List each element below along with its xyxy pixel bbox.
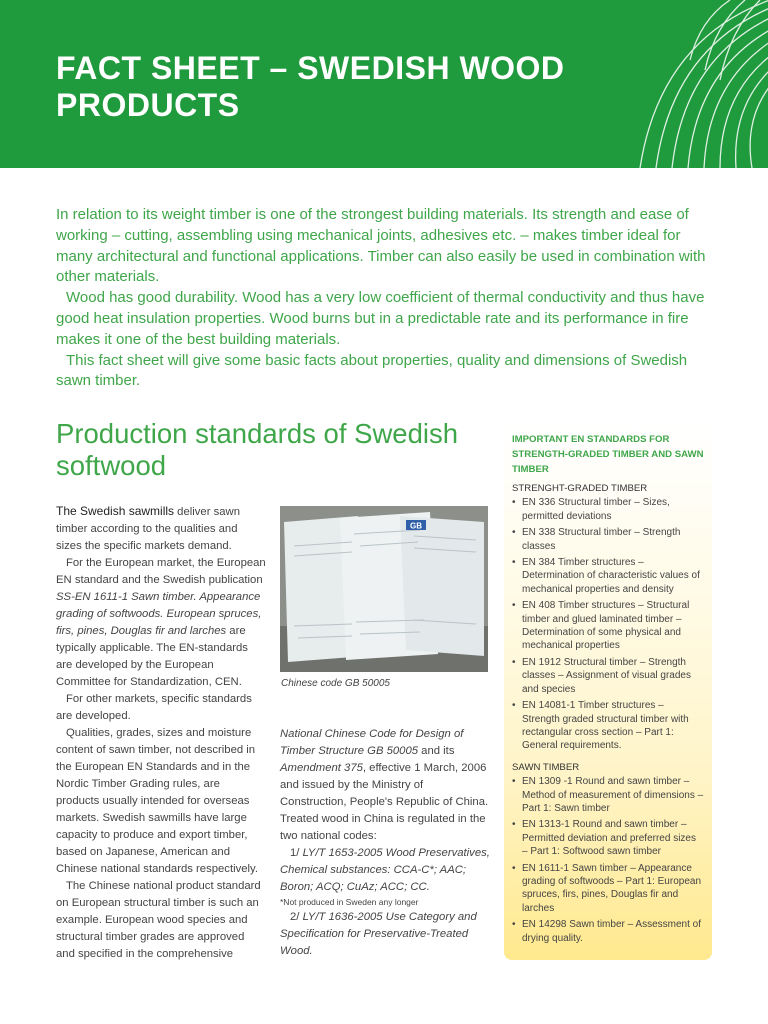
paragraph-sawmills [56,503,266,555]
sidebar-list-strength-graded [512,496,704,752]
lead-text: The Swedish sawmills [56,504,175,518]
paragraph-chinese-standard: The Chinese national product standard on European structural timber is such an example. European wood species and structural timber grades are approved and specified in the comprehensive [56,880,261,960]
list-item: • EN 336 Structural timber – Sizes, permitted deviations [512,496,704,523]
photo-caption: Chinese code GB 50005 [281,678,390,689]
intro-paragraph-3: This fact sheet will give some basic facts about properties, quality and dimensions of Swedish sawn timber. [56,351,688,390]
header-banner [0,0,768,168]
paragraph-code-2 [280,909,492,960]
page-title-line-1: FACT SHEET – SWEDISH WOOD [56,50,565,86]
paragraph-chinese-code [280,726,492,845]
body-column-left [56,503,266,963]
paragraph-text: deliver sawn timber according to the qualities and sizes the specific markets demand. [56,506,240,552]
gb-logo-badge: GB [410,521,422,531]
list-number: 1/ [290,847,303,859]
footnote: *Not produced in Sweden any longer [280,897,419,907]
body-column-middle [280,726,492,960]
list-number: 2/ [290,911,303,923]
paragraph-text: and its [418,745,455,757]
paragraph-text: , effective 1 March, 2006 and issued by the Ministry of Construction, People's Republic of China. Treated wood in China is regulated in the two national codes: [280,762,489,842]
standard-reference: National Chinese Code for Design of Timber Structure GB 50005 [280,728,464,757]
paragraph-text: are typically applicable. The EN-standards are developed by the European Committee for Standardization, CEN. [56,625,248,688]
list-item: • EN 1611-1 Sawn timber – Appearance grading of softwoods – Part 1: European spruces, firs, pines, Douglas fir and larches [512,862,704,916]
sidebar-heading: IMPORTANT EN STANDARDS FOR STRENGTH-GRADED TIMBER AND SAWN TIMBER [512,434,704,475]
list-item: • EN 14081-1 Timber structures – Strength graded structural timber with rectangular cross section – Part 1: General requirements. [512,699,704,753]
page-title [56,50,656,124]
standard-reference: LY/T 1653-2005 Wood Preservatives, Chemical substances: CCA-C*; AAC; Boron; ACQ; CuAz; ACC; CC. [280,847,490,893]
chinese-code-photo [280,506,488,672]
sidebar-group-title-strength-graded: STRENGHT-GRADED TIMBER [512,483,648,494]
list-item: • EN 408 Timber structures – Structural timber and glued laminated timber – Determination of some physical and mechanical properties [512,599,704,653]
standard-reference: SS-EN 1611-1 Sawn timber. Appearance grading of softwoods. European spruces, firs, pines, Douglas fir and larches [56,591,262,637]
list-item: • EN 14298 Sawn timber – Assessment of drying quality. [512,918,704,945]
paragraph-qualities: Qualities, grades, sizes and moisture content of sawn timber, not described in the European EN Standards and in the Nordic Timber Grading rules, are products usually intended for overseas markets. Swedish sawmills have large capacity to produce and export timber, based on Japanese, American and Chinese national standards respectively. [56,727,258,875]
paragraph-other-markets: For other markets, specific standards are developed. [56,693,252,722]
sidebar-group-title-sawn-timber: SAWN TIMBER [512,761,580,773]
standard-reference: LY/T 1636-2005 Use Category and Specification for Preservative-Treated Wood. [280,911,477,957]
list-item: • EN 1309 -1 Round and sawn timber – Method of measurement of dimensions – Part 1: Sawn timber [512,775,704,815]
sidebar-list-sawn-timber [512,775,704,945]
standards-sidebar [504,426,712,960]
list-item: • EN 1912 Structural timber – Strength classes – Assignment of visual grades and species [512,656,704,696]
page-title-line-2: PRODUCTS [56,87,240,123]
paragraph-european-market [56,555,266,691]
section-title: Production standards of Swedish softwood [56,418,459,481]
paragraph-code-1 [280,845,492,896]
standard-reference: Amendment 375 [280,762,363,774]
intro-paragraph-1: In relation to its weight timber is one of the strongest building materials. Its strength and ease of working – cutting, assembling using mechanical joints, adhesives etc. – makes timber ideal for many architectural and functional applications. Timber can also easily be used in combination with other materials. [56,206,706,286]
intro-paragraph-2: Wood has good durability. Wood has a very low coefficient of thermal conductivity and thus have good heat insulation properties. Wood burns but in a predictable rate and its performance in fire makes it one of the best building materials. [56,289,705,348]
list-item: • EN 384 Timber structures – Determination of characteristic values of mechanical properties and density [512,556,704,596]
list-item: • EN 338 Structural timber – Strength classes [512,526,704,553]
list-item: • EN 1313-1 Round and sawn timber – Permitted deviation and preferred sizes – Part 1: Softwood sawn timber [512,818,704,858]
paragraph-text: For the European market, the European EN standard and the Swedish publication [56,557,266,586]
intro-text [56,205,706,392]
